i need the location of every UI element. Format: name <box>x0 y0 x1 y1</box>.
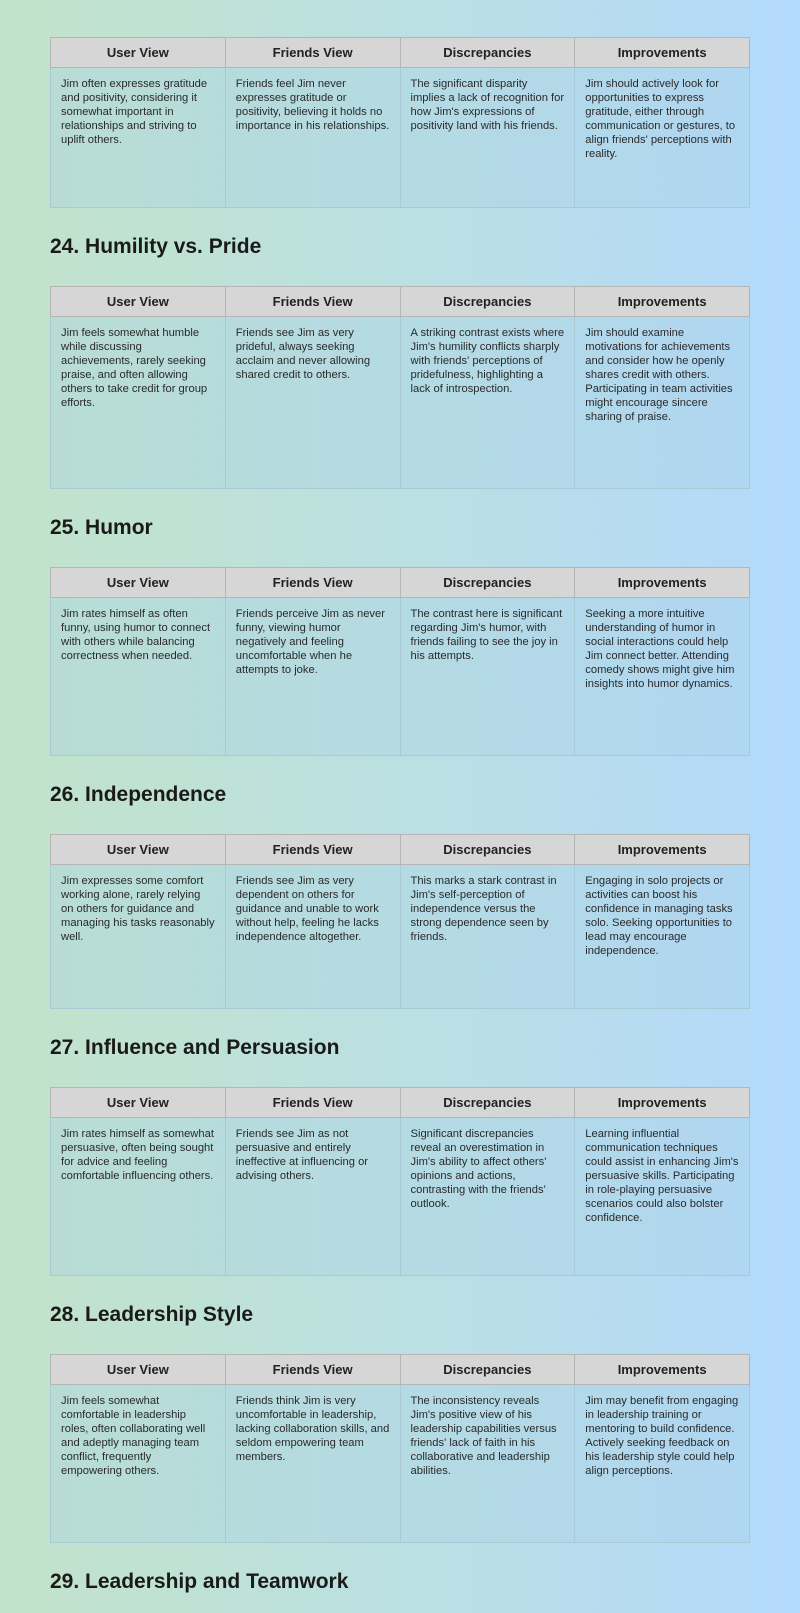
section-heading-humor: 25. Humor <box>50 516 153 539</box>
table-header-row <box>51 568 750 598</box>
cell-friends-view: Friends see Jim as very dependent on others for guidance and unable to work without help, feeling he lacks independence altogether. <box>225 865 400 1009</box>
column-header-improvements: Improvements <box>575 38 750 68</box>
column-header-discrepancies: Discrepancies <box>400 38 575 68</box>
cell-friends-view: Friends think Jim is very uncomfortable in leadership, lacking collaboration skills, and seldom empowering team members. <box>225 1385 400 1543</box>
cell-discrepancies: This marks a stark contrast in Jim's self-perception of independence versus the strong dependence seen by friends. <box>400 865 575 1009</box>
cell-friends-view: Friends see Jim as not persuasive and entirely ineffective at influencing or advising others. <box>225 1118 400 1276</box>
column-header-friends-view: Friends View <box>225 287 400 317</box>
cell-improvements: Jim may benefit from engaging in leadership training or mentoring to build confidence. Actively seeking feedback on his leadership style could help align perceptions. <box>575 1385 750 1543</box>
cell-discrepancies: Significant discrepancies reveal an overestimation in Jim's ability to affect others' opinions and actions, contrasting with the friends' outlook. <box>400 1118 575 1276</box>
section-heading-independence: 26. Independence <box>50 783 227 806</box>
table-row <box>51 598 750 756</box>
column-header-discrepancies: Discrepancies <box>400 1355 575 1385</box>
section-heading-humility: 24. Humility vs. Pride <box>50 235 262 258</box>
section-table-gratitude <box>50 37 750 208</box>
table-header-row <box>51 1088 750 1118</box>
column-header-friends-view: Friends View <box>225 1088 400 1118</box>
column-header-improvements: Improvements <box>575 568 750 598</box>
column-header-improvements: Improvements <box>575 287 750 317</box>
section-heading-influence: 27. Influence and Persuasion <box>50 1036 340 1059</box>
table-row <box>51 317 750 489</box>
table-header-row <box>51 1355 750 1385</box>
column-header-friends-view: Friends View <box>225 38 400 68</box>
cell-user-view: Jim rates himself as often funny, using humor to connect with others while balancing correctness when needed. <box>51 598 226 756</box>
column-header-user-view: User View <box>51 38 226 68</box>
column-header-user-view: User View <box>51 568 226 598</box>
cell-improvements: Seeking a more intuitive understanding of humor in social interactions could help Jim connect better. Attending comedy shows might give him insights into humor dynamics. <box>575 598 750 756</box>
column-header-discrepancies: Discrepancies <box>400 1088 575 1118</box>
table-row <box>51 1385 750 1543</box>
column-header-user-view: User View <box>51 1355 226 1385</box>
cell-improvements: Jim should examine motivations for achievements and consider how he openly shares credit with others. Participating in team activities might encourage sincere sharing of praise. <box>575 317 750 489</box>
cell-friends-view: Friends perceive Jim as never funny, viewing humor negatively and feeling uncomfortable when he attempts to joke. <box>225 598 400 756</box>
cell-discrepancies: The contrast here is significant regarding Jim's humor, with friends failing to see the joy in his attempts. <box>400 598 575 756</box>
column-header-friends-view: Friends View <box>225 1355 400 1385</box>
column-header-friends-view: Friends View <box>225 835 400 865</box>
section-table-influence <box>50 1087 750 1276</box>
section-table-humor <box>50 567 750 756</box>
table-header-row <box>51 835 750 865</box>
report-page <box>50 37 750 1613</box>
section-table-leadership-style <box>50 1354 750 1543</box>
table-row <box>51 1118 750 1276</box>
cell-user-view: Jim feels somewhat comfortable in leadership roles, often collaborating well and adeptly managing team conflict, frequently empowering others. <box>51 1385 226 1543</box>
table-row <box>51 865 750 1009</box>
cell-friends-view: Friends feel Jim never expresses gratitude or positivity, believing it holds no importance in his relationships. <box>225 68 400 208</box>
table-header-row <box>51 38 750 68</box>
section-heading-leadership-style: 28. Leadership Style <box>50 1303 254 1326</box>
cell-friends-view: Friends see Jim as very prideful, always seeking acclaim and never allowing shared credit to others. <box>225 317 400 489</box>
table-row <box>51 68 750 208</box>
column-header-discrepancies: Discrepancies <box>400 568 575 598</box>
cell-user-view: Jim often expresses gratitude and positivity, considering it somewhat important in relationships and striving to uplift others. <box>51 68 226 208</box>
cell-discrepancies: A striking contrast exists where Jim's humility conflicts sharply with friends' perceptions of pridefulness, highlighting a lack of introspection. <box>400 317 575 489</box>
cell-discrepancies: The significant disparity implies a lack of recognition for how Jim's expressions of positivity land with his friends. <box>400 68 575 208</box>
column-header-discrepancies: Discrepancies <box>400 835 575 865</box>
cell-user-view: Jim feels somewhat humble while discussing achievements, rarely seeking praise, and often allowing others to take credit for group efforts. <box>51 317 226 489</box>
section-heading-leadership-teamwork: 29. Leadership and Teamwork <box>50 1570 349 1593</box>
column-header-user-view: User View <box>51 287 226 317</box>
table-header-row <box>51 287 750 317</box>
cell-user-view: Jim expresses some comfort working alone, rarely relying on others for guidance and managing his tasks reasonably well. <box>51 865 226 1009</box>
column-header-user-view: User View <box>51 1088 226 1118</box>
cell-improvements: Engaging in solo projects or activities can boost his confidence in managing tasks solo. Seeking opportunities to lead may encourage independence. <box>575 865 750 1009</box>
cell-improvements: Jim should actively look for opportunities to express gratitude, either through communication or gestures, to align friends' perceptions with reality. <box>575 68 750 208</box>
column-header-discrepancies: Discrepancies <box>400 287 575 317</box>
column-header-improvements: Improvements <box>575 1355 750 1385</box>
section-table-humility <box>50 286 750 489</box>
column-header-user-view: User View <box>51 835 226 865</box>
cell-discrepancies: The inconsistency reveals Jim's positive view of his leadership capabilities versus friends' lack of faith in his collaborative and leadership abilities. <box>400 1385 575 1543</box>
column-header-improvements: Improvements <box>575 1088 750 1118</box>
cell-user-view: Jim rates himself as somewhat persuasive, often being sought for advice and feeling comfortable influencing others. <box>51 1118 226 1276</box>
column-header-friends-view: Friends View <box>225 568 400 598</box>
section-table-independence <box>50 834 750 1009</box>
cell-improvements: Learning influential communication techniques could assist in enhancing Jim's persuasive skills. Participating in role-playing persuasive scenarios could also bolster confidence. <box>575 1118 750 1276</box>
column-header-improvements: Improvements <box>575 835 750 865</box>
